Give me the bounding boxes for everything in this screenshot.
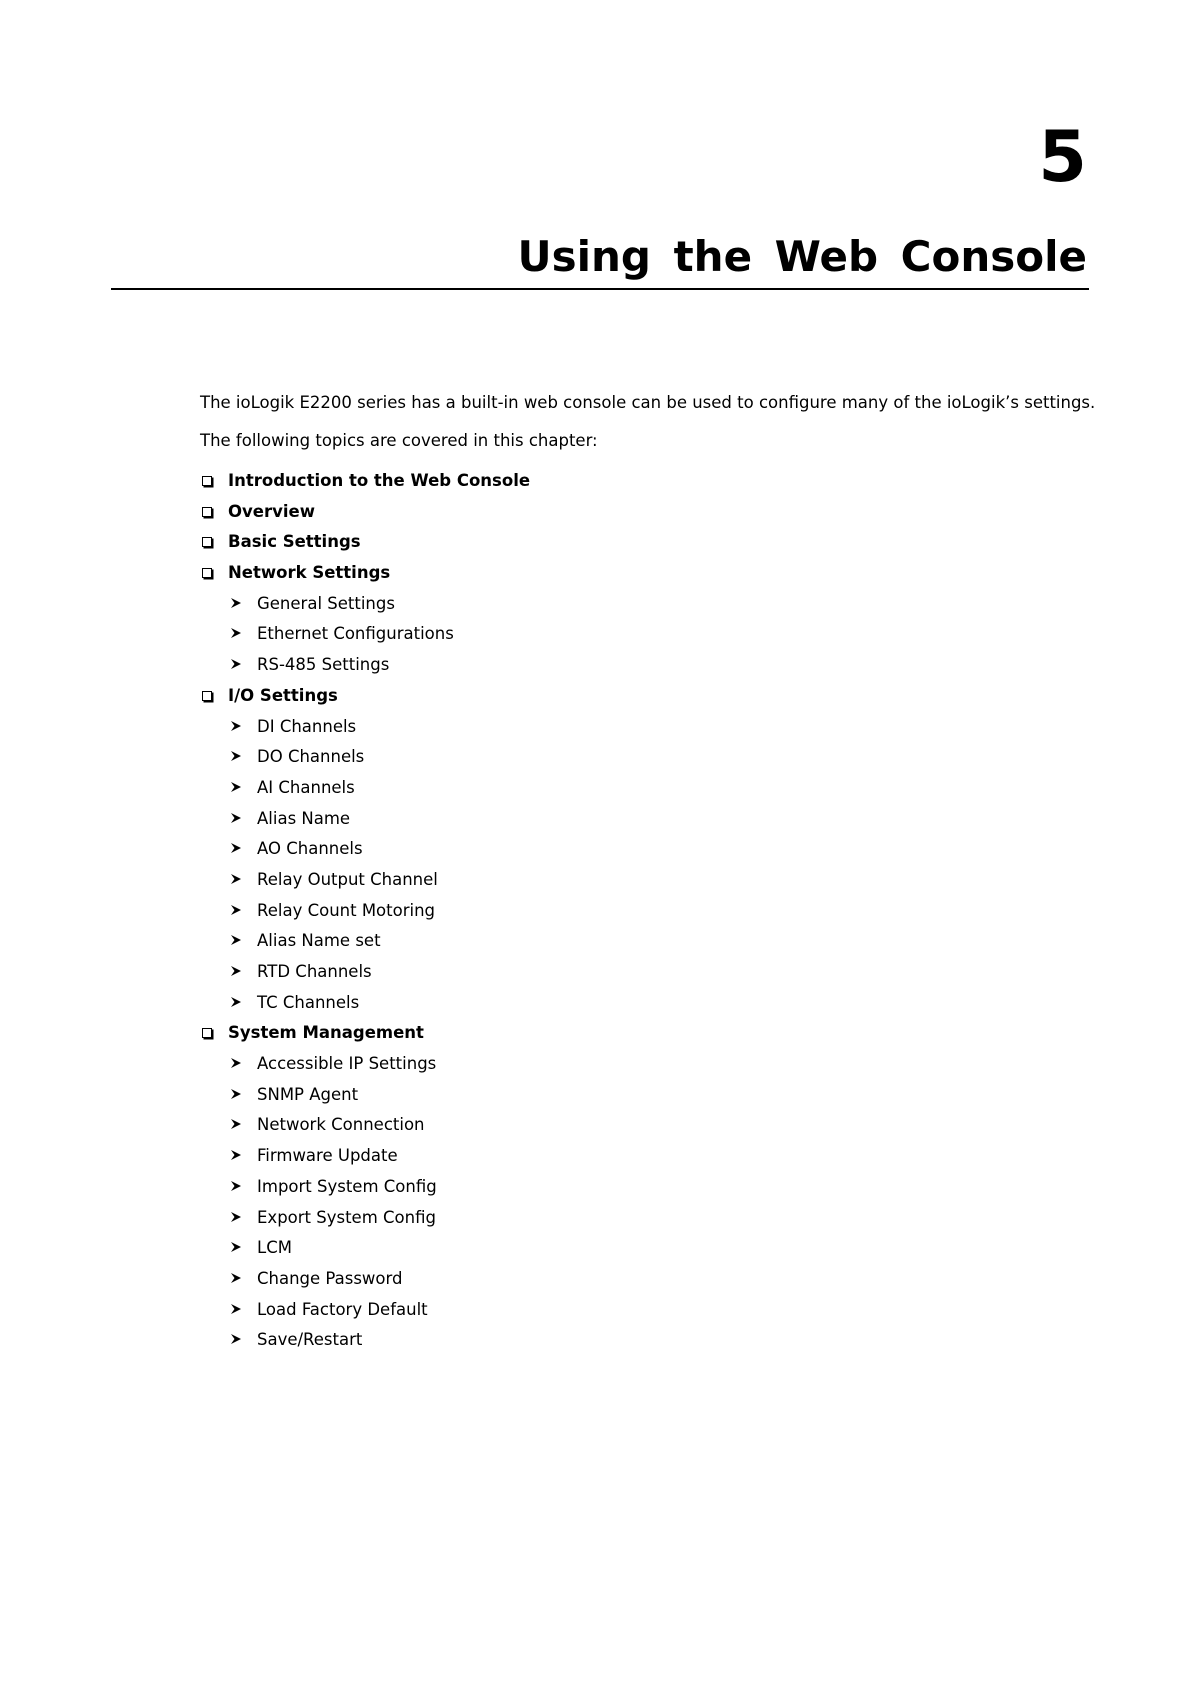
subtopic-label: Import System Config — [257, 1176, 437, 1196]
topic-label: System Management — [228, 1023, 424, 1043]
subtopic-label: Relay Count Motoring — [257, 900, 436, 920]
subtopic-item[interactable] — [200, 746, 1100, 777]
subtopic-item[interactable] — [200, 808, 1100, 839]
box-bullet-icon — [202, 537, 212, 547]
chapter-number: 5 — [1038, 116, 1087, 198]
arrowhead-bullet-icon — [230, 1302, 242, 1316]
subtopic-item[interactable] — [200, 1145, 1100, 1176]
subtopic-item[interactable] — [200, 1237, 1100, 1268]
title-rule — [111, 288, 1089, 290]
topics-list — [200, 470, 1100, 1360]
subtopic-item[interactable] — [200, 992, 1100, 1023]
subtopic-label: Network Connection — [257, 1115, 425, 1135]
subtopic-label: RS-485 Settings — [257, 655, 390, 675]
subtopic-item[interactable] — [200, 1084, 1100, 1115]
subtopic-item[interactable] — [200, 1329, 1100, 1360]
box-bullet-icon — [202, 568, 212, 578]
subtopic-label: DI Channels — [257, 716, 357, 736]
subtopic-item[interactable] — [200, 777, 1100, 808]
subtopic-label: SNMP Agent — [257, 1084, 359, 1104]
subtopic-label: Save/Restart — [257, 1330, 363, 1350]
arrowhead-bullet-icon — [230, 903, 242, 917]
topic-item[interactable] — [200, 531, 1100, 562]
subtopic-item[interactable] — [200, 869, 1100, 900]
topic-label: Introduction to the Web Console — [228, 471, 531, 490]
subtopic-label: Ethernet Configurations — [257, 624, 454, 644]
subtopic-label: Change Password — [257, 1268, 403, 1288]
arrowhead-bullet-icon — [230, 1179, 242, 1193]
subtopic-label: TC Channels — [257, 992, 360, 1012]
box-bullet-icon — [202, 507, 212, 517]
subtopic-label: Alias Name set — [257, 931, 381, 951]
arrowhead-bullet-icon — [230, 657, 242, 671]
subtopic-label: Accessible IP Settings — [257, 1054, 437, 1074]
topics-intro: The following topics are covered in this chapter: — [200, 431, 598, 450]
subtopic-item[interactable] — [200, 961, 1100, 992]
subtopic-label: AI Channels — [257, 777, 355, 797]
subtopic-label: Firmware Update — [257, 1146, 398, 1166]
subtopic-label: Load Factory Default — [257, 1299, 428, 1319]
subtopic-item[interactable] — [200, 716, 1100, 747]
subtopic-item[interactable] — [200, 838, 1100, 869]
arrowhead-bullet-icon — [230, 1087, 242, 1101]
chapter-content — [200, 392, 1100, 1360]
topic-item[interactable] — [200, 470, 1100, 501]
subtopic-item[interactable] — [200, 1114, 1100, 1145]
arrowhead-bullet-icon — [230, 933, 242, 947]
arrowhead-bullet-icon — [230, 1332, 242, 1346]
subtopic-label: Relay Output Channel — [257, 869, 438, 889]
subtopic-label: General Settings — [257, 593, 395, 613]
arrowhead-bullet-icon — [230, 841, 242, 855]
subtopic-label: RTD Channels — [257, 962, 372, 981]
subtopic-item[interactable] — [200, 1207, 1100, 1238]
topic-label: Overview — [228, 501, 315, 521]
arrowhead-bullet-icon — [230, 719, 242, 733]
subtopic-item[interactable] — [200, 654, 1100, 685]
arrowhead-bullet-icon — [230, 1117, 242, 1131]
subtopic-label: LCM — [257, 1238, 292, 1258]
intro-paragraph: The ioLogik E2200 series has a built-in web console can be used to configure many of the ioLogik’s settings. — [200, 393, 1096, 412]
arrowhead-bullet-icon — [230, 626, 242, 640]
subtopic-item[interactable] — [200, 1176, 1100, 1207]
topic-item[interactable] — [200, 1022, 1100, 1053]
subtopic-item[interactable] — [200, 1299, 1100, 1330]
topic-label: Network Settings — [228, 563, 391, 583]
arrowhead-bullet-icon — [230, 811, 242, 825]
subtopic-item[interactable] — [200, 1268, 1100, 1299]
box-bullet-icon — [202, 1028, 212, 1038]
box-bullet-icon — [202, 691, 212, 701]
arrowhead-bullet-icon — [230, 749, 242, 763]
box-bullet-icon — [202, 476, 212, 486]
arrowhead-bullet-icon — [230, 1240, 242, 1254]
arrowhead-bullet-icon — [230, 1271, 242, 1285]
subtopic-label: Alias Name — [257, 808, 351, 828]
subtopic-label: DO Channels — [257, 747, 365, 767]
arrowhead-bullet-icon — [230, 1056, 242, 1070]
subtopic-item[interactable] — [200, 623, 1100, 654]
arrowhead-bullet-icon — [230, 596, 242, 610]
subtopic-item[interactable] — [200, 1053, 1100, 1084]
subtopic-item[interactable] — [200, 930, 1100, 961]
arrowhead-bullet-icon — [230, 1210, 242, 1224]
topic-item[interactable] — [200, 685, 1100, 716]
topic-label: Basic Settings — [228, 532, 361, 552]
chapter-title: Using the Web Console — [517, 232, 1087, 281]
subtopic-item[interactable] — [200, 593, 1100, 624]
topic-label: I/O Settings — [228, 685, 338, 705]
subtopic-label: Export System Config — [257, 1207, 436, 1227]
arrowhead-bullet-icon — [230, 964, 242, 978]
subtopic-label: AO Channels — [257, 839, 363, 859]
arrowhead-bullet-icon — [230, 780, 242, 794]
subtopic-item[interactable] — [200, 900, 1100, 931]
arrowhead-bullet-icon — [230, 995, 242, 1009]
arrowhead-bullet-icon — [230, 872, 242, 886]
arrowhead-bullet-icon — [230, 1148, 242, 1162]
topic-item[interactable] — [200, 562, 1100, 593]
topic-item[interactable] — [200, 501, 1100, 532]
